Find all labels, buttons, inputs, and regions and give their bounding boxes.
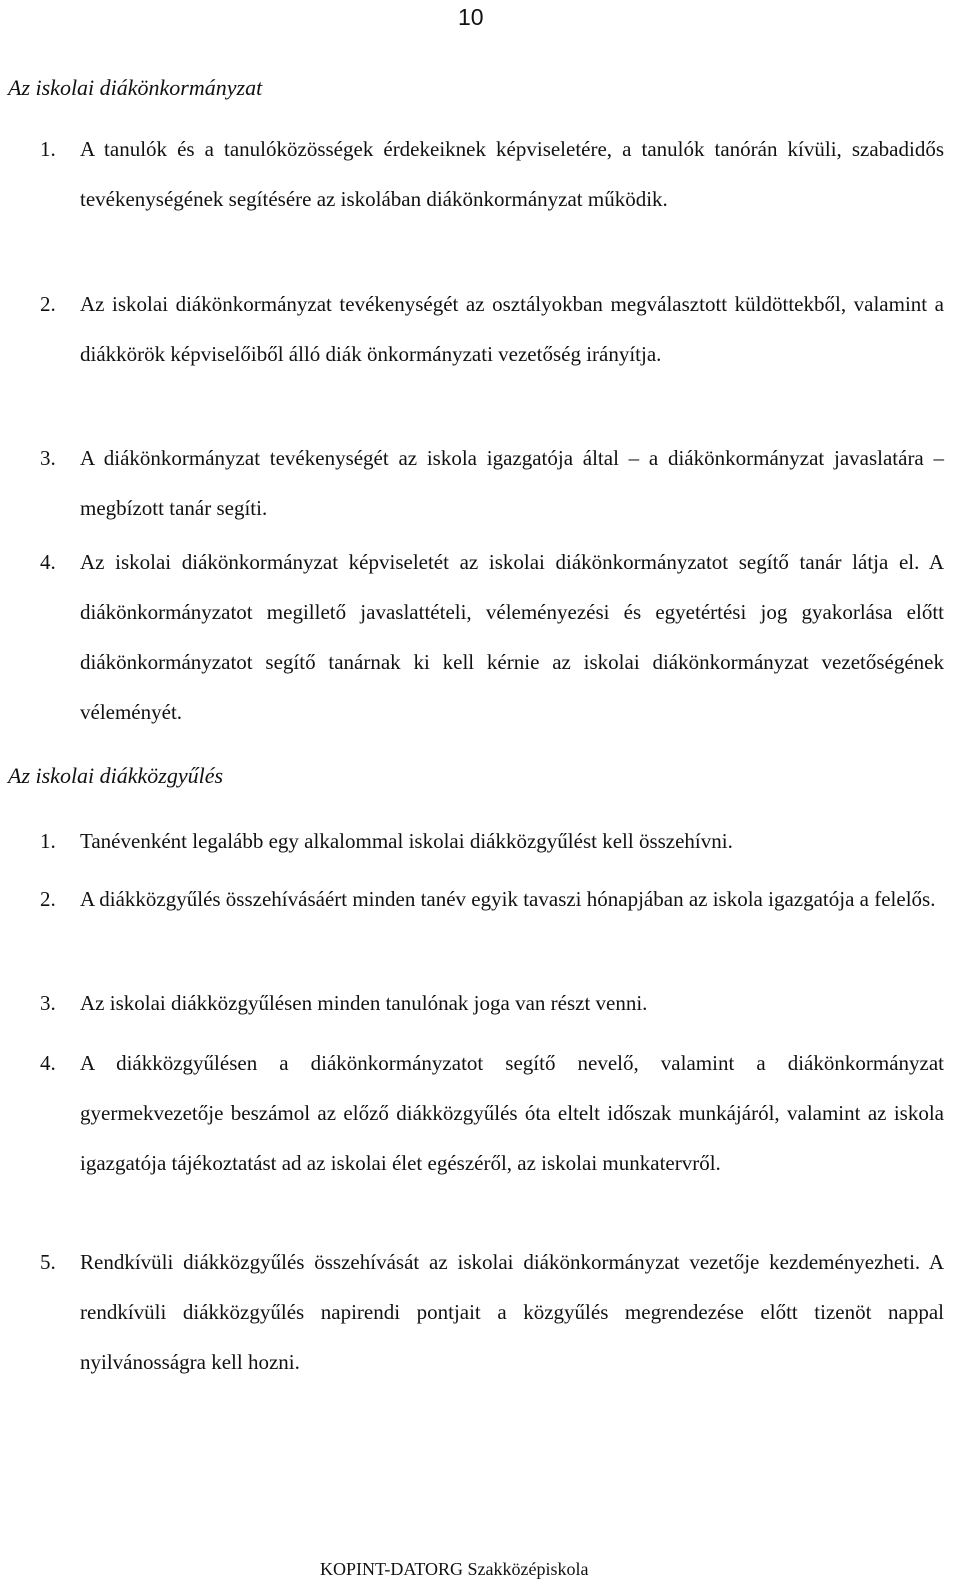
footer-school-name: KOPINT-DATORG Szakközépiskola xyxy=(320,1559,589,1579)
item-text: Tanévenként legalább egy alkalommal iskolai diákközgyűlést kell összehívni. xyxy=(80,829,733,853)
item-number: 3. xyxy=(40,446,56,470)
section-heading-diakkozgyules: Az iskolai diákközgyűlés xyxy=(8,763,224,788)
item-number: 4. xyxy=(40,550,56,574)
page-number: 10 xyxy=(458,4,484,30)
item-text: Az iskolai diákönkormányzat képviseletét az iskolai diákönkormányzatot segítő tanár látja el. A diákönkormányzatot megillető javaslattételi, véleményezési és egyetértési jog gyakorlása előtt diákönkormányzatot segítő tanárnak ki kell kérnie az iskolai diákönkormányzat vezetőségének véleményét. xyxy=(80,550,944,724)
item-text: A diákközgyűlésen a diákönkormányzatot segítő nevelő, valamint a diákönkormányzat gyermekvezetője beszámol az előző diákközgyűlés óta eltelt időszak munkájáról, valamint az iskola igazgatója tájékoztatást ad az iskolai élet egészéről, az iskolai munkatervről. xyxy=(80,1051,944,1175)
item-number: 2. xyxy=(40,292,56,316)
item-text: Rendkívüli diákközgyűlés összehívását az iskolai diákönkormányzat vezetője kezdeményezheti. A rendkívüli diákközgyűlés napirendi pontjait a közgyűlés megrendezése előtt tizenöt nappal nyilvánosságra kell hozni. xyxy=(80,1250,944,1374)
section-heading-diakonkormanyzat: Az iskolai diákönkormányzat xyxy=(8,75,263,100)
item-number: 4. xyxy=(40,1051,56,1075)
item-text: A tanulók és a tanulóközösségek érdekeiknek képviseletére, a tanulók tanórán kívüli, szabadidős tevékenységének segítésére az iskolában diákönkormányzat működik. xyxy=(80,137,944,211)
item-text: Az iskolai diákönkormányzat tevékenységét az osztályokban megválasztott küldöttekből, valamint a diákkörök képviselőiből álló diák önkormányzati vezetőség irányítja. xyxy=(80,292,944,366)
item-text: A diákközgyűlés összehívásáért minden tanév egyik tavaszi hónapjában az iskola igazgatója a felelős. xyxy=(80,887,936,911)
item-number: 5. xyxy=(40,1250,56,1274)
item-number: 1. xyxy=(40,829,56,853)
item-text: Az iskolai diákközgyűlésen minden tanulónak joga van részt venni. xyxy=(80,991,648,1015)
item-text: A diákönkormányzat tevékenységét az iskola igazgatója által – a diákönkormányzat javaslatára –megbízott tanár segíti. xyxy=(80,446,944,520)
item-number: 1. xyxy=(40,137,56,161)
item-number: 2. xyxy=(40,887,56,911)
item-number: 3. xyxy=(40,991,56,1015)
